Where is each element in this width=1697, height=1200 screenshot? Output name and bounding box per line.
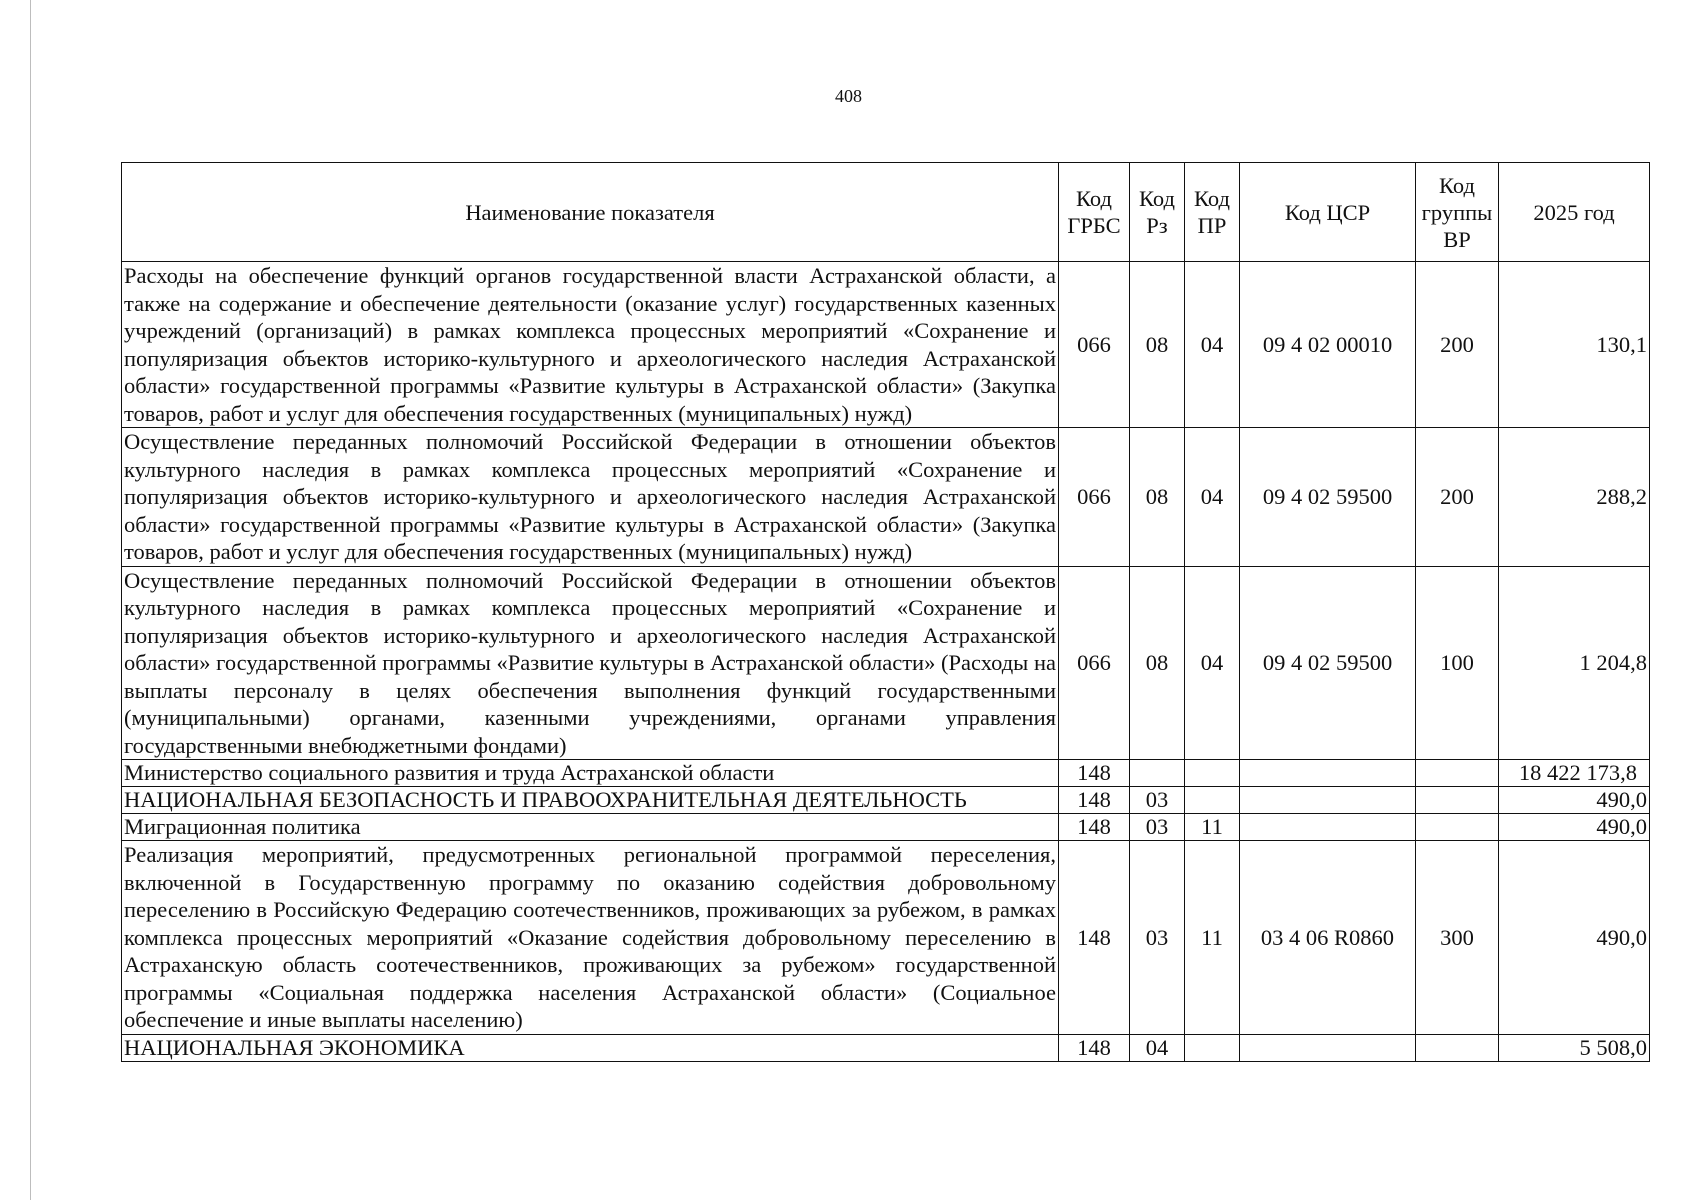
row-vr: 300: [1416, 841, 1499, 1035]
table-row: [122, 566, 1650, 760]
row-rz: 03: [1130, 841, 1185, 1035]
row-vr: [1416, 787, 1499, 814]
row-pr: [1185, 760, 1240, 787]
row-grbs: 148: [1059, 760, 1130, 787]
row-pr: 04: [1185, 262, 1240, 428]
row-grbs: 066: [1059, 262, 1130, 428]
header-vr-line3: ВР: [1443, 226, 1471, 252]
row-csr: [1240, 760, 1416, 787]
row-rz: [1130, 760, 1185, 787]
row-vr: 100: [1416, 566, 1499, 760]
table-row: [122, 1034, 1650, 1061]
row-vr: [1416, 760, 1499, 787]
row-amount: 288,2: [1499, 428, 1650, 567]
header-rz-line2: Рз: [1146, 213, 1168, 238]
row-vr: 200: [1416, 428, 1499, 567]
table-row: [122, 262, 1650, 428]
row-amount: 490,0: [1499, 814, 1650, 841]
row-amount: 490,0: [1499, 841, 1650, 1035]
table-header-row: [122, 163, 1650, 262]
row-name: Реализация мероприятий, предусмотренных региональной программой переселения, включенной в Государственную программу по оказанию содействия добровольному переселению в Российскую Федерацию соотечественников, проживающих за рубежом, в рамках комплекса процессных мероприятий «Оказание содействия добровольному переселению в Астраханскую область соотечественников, проживающих за рубежом» государственной программы «Социальная поддержка населения Астраханской области» (Социальное обеспечение и иные выплаты населению): [122, 841, 1059, 1035]
header-grbs-line1: Код: [1076, 186, 1112, 211]
row-name: Министерство социального развития и труда Астраханской области: [122, 760, 1059, 787]
header-rz: [1130, 163, 1185, 262]
row-csr: 09 4 02 59500: [1240, 566, 1416, 760]
header-rz-line1: Код: [1139, 186, 1175, 211]
row-amount: 130,1: [1499, 262, 1650, 428]
row-name: Миграционная политика: [122, 814, 1059, 841]
row-csr: 09 4 02 59500: [1240, 428, 1416, 567]
row-vr: [1416, 814, 1499, 841]
row-name: Осуществление переданных полномочий Российской Федерации в отношении объектов культурного наследия в рамках комплекса процессных мероприятий «Сохранение и популяризация объектов историко-культурного и археологического наследия Астраханской области» государственной программы «Развитие культуры в Астраханской области» (Расходы на выплаты персоналу в целях обеспечения выполнения функций государственными (муниципальными) органами, казенными учреждениями, органами управления государственными внебюджетными фондами): [122, 566, 1059, 760]
row-rz: 08: [1130, 566, 1185, 760]
table-row: [122, 787, 1650, 814]
header-vr-line2: группы: [1421, 199, 1493, 225]
header-pr-line2: ПР: [1197, 213, 1227, 238]
row-amount: 490,0: [1499, 787, 1650, 814]
row-csr: 09 4 02 00010: [1240, 262, 1416, 428]
row-grbs: 148: [1059, 1034, 1130, 1061]
header-csr: Код ЦСР: [1240, 163, 1416, 262]
header-pr: [1185, 163, 1240, 262]
row-rz: 08: [1130, 262, 1185, 428]
page-number: 408: [835, 86, 862, 106]
row-csr: [1240, 1034, 1416, 1061]
row-pr: 11: [1185, 841, 1240, 1035]
row-grbs: 148: [1059, 814, 1130, 841]
row-pr: [1185, 787, 1240, 814]
row-pr: 04: [1185, 566, 1240, 760]
row-rz: 04: [1130, 1034, 1185, 1061]
header-vr-line1: Код: [1439, 172, 1475, 198]
row-csr: [1240, 814, 1416, 841]
table-row: [122, 841, 1650, 1035]
header-vr: [1416, 163, 1499, 262]
row-rz: 08: [1130, 428, 1185, 567]
row-vr: 200: [1416, 262, 1499, 428]
header-pr-line1: Код: [1194, 186, 1230, 211]
row-vr: [1416, 1034, 1499, 1061]
binding-margin-line: [30, 0, 31, 1200]
row-pr: 04: [1185, 428, 1240, 567]
header-name: Наименование показателя: [122, 163, 1059, 262]
row-rz: 03: [1130, 787, 1185, 814]
row-grbs: 066: [1059, 428, 1130, 567]
row-grbs: 066: [1059, 566, 1130, 760]
row-grbs: 148: [1059, 841, 1130, 1035]
table-row: [122, 814, 1650, 841]
header-year: 2025 год: [1499, 163, 1650, 262]
table-row: [122, 428, 1650, 567]
row-pr: [1185, 1034, 1240, 1061]
row-csr: 03 4 06 R0860: [1240, 841, 1416, 1035]
row-name: Осуществление переданных полномочий Российской Федерации в отношении объектов культурного наследия в рамках комплекса процессных мероприятий «Сохранение и популяризация объектов историко-культурного и археологического наследия Астраханской области» государственной программы «Развитие культуры в Астраханской области» (Закупка товаров, работ и услуг для обеспечения государственных (муниципальных) нужд): [122, 428, 1059, 567]
row-amount: 1 204,8: [1499, 566, 1650, 760]
row-csr: [1240, 787, 1416, 814]
row-name: Расходы на обеспечение функций органов государственной власти Астраханской области, а также на содержание и обеспечение деятельности (оказание услуг) государственных казенных учреждений (организаций) в рамках комплекса процессных мероприятий «Сохранение и популяризация объектов историко-культурного и археологического наследия Астраханской области» государственной программы «Развитие культуры в Астраханской области» (Закупка товаров, работ и услуг для обеспечения государственных (муниципальных) нужд): [122, 262, 1059, 428]
header-grbs: [1059, 163, 1130, 262]
row-pr: 11: [1185, 814, 1240, 841]
row-amount: 5 508,0: [1499, 1034, 1650, 1061]
table-row: [122, 760, 1650, 787]
row-amount: 18 422 173,8: [1499, 760, 1650, 787]
row-grbs: 148: [1059, 787, 1130, 814]
row-rz: 03: [1130, 814, 1185, 841]
row-name: НАЦИОНАЛЬНАЯ ЭКОНОМИКА: [122, 1034, 1059, 1061]
header-grbs-line2: ГРБС: [1067, 213, 1121, 238]
budget-table: [121, 162, 1650, 1062]
row-name: НАЦИОНАЛЬНАЯ БЕЗОПАСНОСТЬ И ПРАВООХРАНИТЕЛЬНАЯ ДЕЯТЕЛЬНОСТЬ: [122, 787, 1059, 814]
